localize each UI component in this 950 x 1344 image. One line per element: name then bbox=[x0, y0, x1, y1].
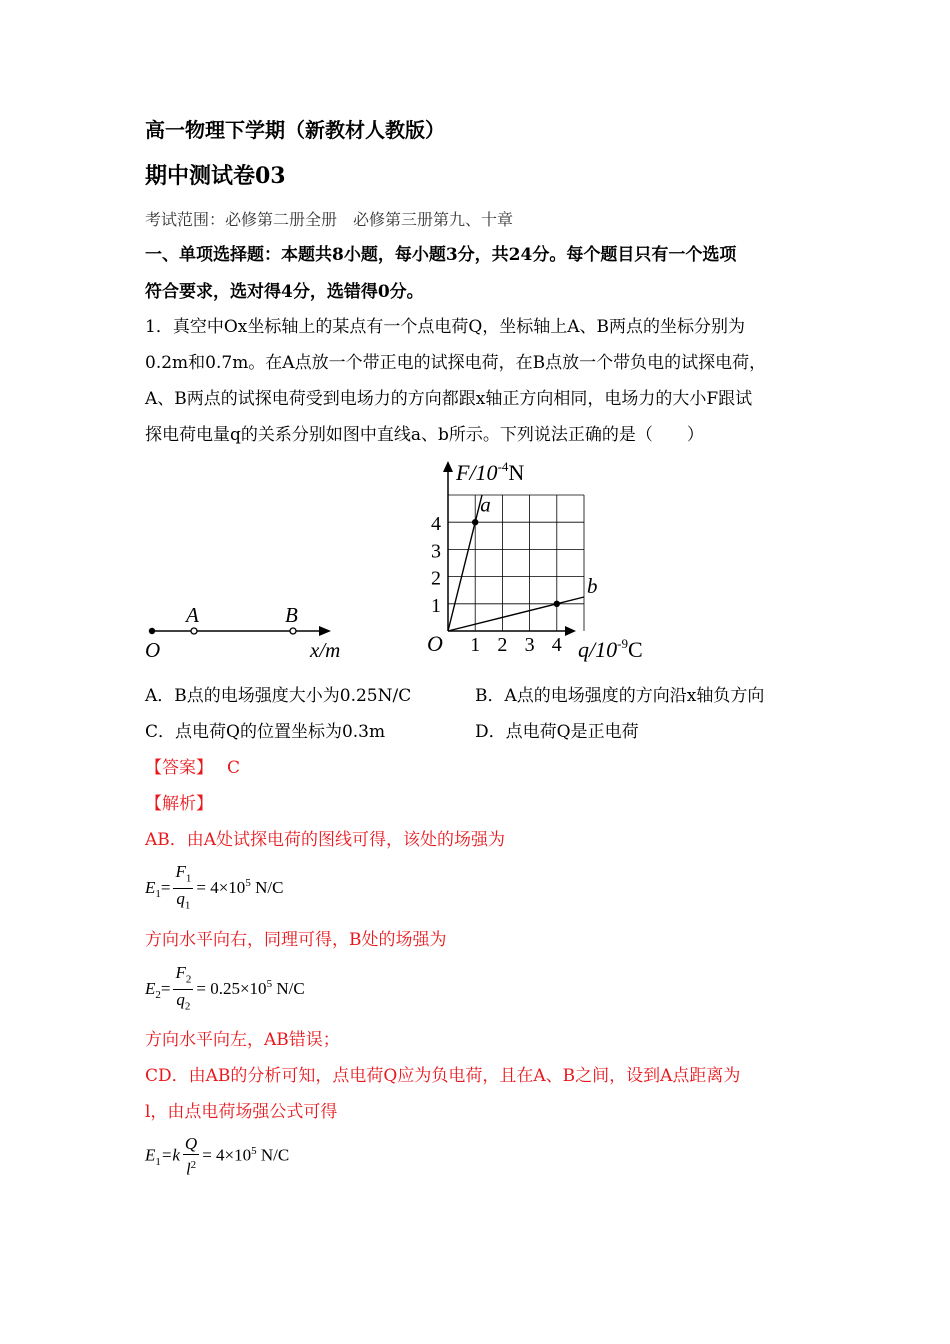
option-c[interactable]: C．点电荷Q的位置坐标为0.3m bbox=[145, 722, 386, 742]
point-a-dot bbox=[191, 628, 197, 634]
chart-x-label: $q/10^{-9}C$ bbox=[578, 636, 643, 662]
question-line-4: 探电荷电量q的关系分别如图中直线a、b所示。下列说法正确的是（ ） bbox=[145, 425, 704, 445]
chart-x-arrow bbox=[565, 626, 576, 636]
analysis-p3: 方向水平向左，AB错误； bbox=[145, 1030, 340, 1050]
y-tick-label: 4 bbox=[431, 513, 441, 536]
x-tick-label: 4 bbox=[551, 634, 562, 656]
exam-scope: 考试范围：必修第二册全册 必修第三册第九、十章 bbox=[145, 210, 514, 229]
y-tick-label: 1 bbox=[431, 594, 441, 617]
answer-value: C bbox=[227, 758, 241, 778]
chart-origin-label: O bbox=[427, 631, 443, 656]
analysis-p1: AB．由A处试探电荷的图线可得，该处的场强为 bbox=[145, 830, 506, 850]
point-b-dot bbox=[290, 628, 296, 634]
analysis-p5: l，由点电荷场强公式可得 bbox=[145, 1102, 338, 1122]
answer-row bbox=[145, 756, 240, 780]
x-axis-arrow bbox=[319, 626, 331, 636]
data-point bbox=[472, 519, 478, 525]
x-tick-label: 3 bbox=[524, 634, 535, 656]
origin-dot bbox=[149, 628, 155, 634]
analysis-p4: CD．由AB的分析可知，点电荷Q应为负电荷，且在A、B之间，设到A点距离为 bbox=[145, 1066, 741, 1086]
point-a-label: A bbox=[186, 603, 199, 627]
question-line-1: 1．真空中Ox坐标轴上的某点有一个点电荷Q，坐标轴上A、B两点的坐标分别为 bbox=[145, 317, 746, 337]
analysis-p2: 方向水平向右，同理可得，B处的场强为 bbox=[145, 930, 447, 950]
question-line-3: A、B两点的试探电荷受到电场力的方向都跟x轴正方向相同，电场力的大小F跟试 bbox=[145, 389, 753, 409]
point-b-label: B bbox=[285, 603, 298, 627]
x-tick-label: 1 bbox=[470, 634, 481, 656]
chart-y-label: $F/10^{-4}N$ bbox=[456, 459, 525, 485]
doc-subtitle: 期中测试卷03 bbox=[145, 163, 286, 189]
option-a[interactable]: A．B点的电场强度大小为0.25N/C bbox=[145, 686, 412, 706]
series-line-a bbox=[448, 495, 482, 631]
axis-unit-label: x/m bbox=[310, 638, 341, 662]
analysis-label: 【解析】 bbox=[145, 794, 213, 814]
force-charge-chart bbox=[420, 455, 660, 665]
x-tick-label: 2 bbox=[497, 634, 508, 656]
formula-e2: $E_2=$ $\frac{F_2}{q_2}$ = $0.25\times 10^5$ N/C bbox=[145, 963, 305, 1013]
formula-e1-coulomb: $E_1=k$ $\frac{Q}{l^2}$ = $4\times 10^5$ N/C bbox=[145, 1134, 290, 1179]
data-point bbox=[554, 601, 560, 607]
y-tick-label: 2 bbox=[431, 567, 441, 590]
series-label-b: b bbox=[587, 574, 598, 598]
section-heading-line2: 符合要求，选对得4分，选错得0分。 bbox=[145, 282, 424, 302]
option-d[interactable]: D．点电荷Q是正电荷 bbox=[475, 722, 639, 742]
x-axis-figure bbox=[135, 595, 365, 670]
formula-e1: $E_1=$ $\frac{F_1}{q_1}$ = $4\times 10^5$ N/C bbox=[145, 862, 284, 912]
series-label-a: a bbox=[480, 492, 491, 517]
y-tick-label: 3 bbox=[431, 540, 441, 563]
question-line-2: 0.2m和0.7m。在A点放一个带正电的试探电荷，在B点放一个带负电的试探电荷， bbox=[145, 353, 767, 373]
chart-y-arrow bbox=[443, 461, 453, 472]
series-line-b bbox=[448, 597, 584, 631]
origin-label: O bbox=[145, 638, 161, 662]
section-heading-line1: 一、单项选择题：本题共8小题，每小题3分，共24分。每个题目只有一个选项 bbox=[145, 245, 737, 265]
option-b[interactable]: B．A点的电场强度的方向沿x轴负方向 bbox=[475, 686, 765, 706]
answer-label: 【答案】 bbox=[145, 758, 213, 778]
doc-title: 高一物理下学期（新教材人教版） bbox=[145, 118, 445, 142]
